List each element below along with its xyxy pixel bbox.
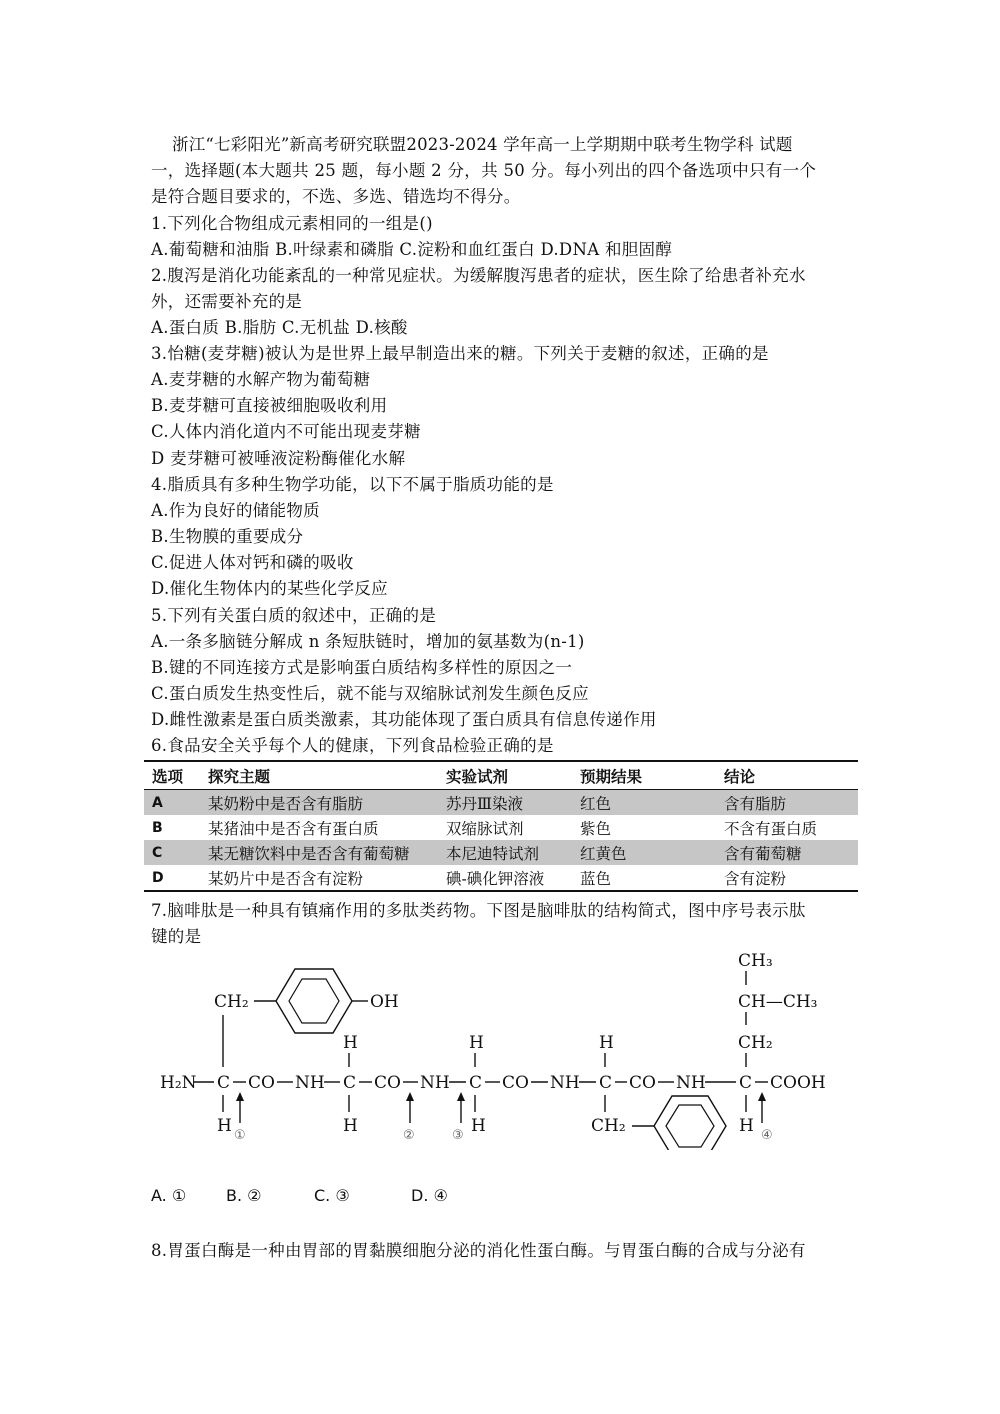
chain-cooh: COOH bbox=[770, 1073, 826, 1093]
table-header-cell: 实验试剂 bbox=[446, 766, 509, 786]
q6-stem: 6.食品安全关乎每个人的健康，下列食品检验正确的是 bbox=[151, 736, 554, 755]
marker-4: ④ bbox=[761, 1128, 773, 1143]
chain-c3: C bbox=[469, 1073, 483, 1093]
section-instructions-line1: 一，选择题(本大题共 25 题，每小题 2 分，共 50 分。每小列出的四个备选项中只有一个 bbox=[151, 161, 817, 180]
table-header-row bbox=[144, 761, 858, 790]
chain-co1: CO bbox=[248, 1073, 275, 1093]
tyr-ch2-label: CH₂ bbox=[214, 992, 249, 1012]
table-header-cell: 结论 bbox=[724, 766, 756, 786]
table-cell: 含有淀粉 bbox=[724, 869, 787, 888]
section-instructions-line2: 是符合题目要求的，不选、多选、错选均不得分。 bbox=[151, 187, 521, 206]
benzene-ring-inner bbox=[666, 1105, 714, 1147]
table-cell: D bbox=[152, 869, 164, 886]
chain-co3: CO bbox=[502, 1073, 529, 1093]
arrow-head bbox=[406, 1092, 414, 1101]
chain-c5: C bbox=[739, 1073, 753, 1093]
leu-h-bottom: H bbox=[739, 1116, 754, 1136]
table-cell: 碘-碘化钾溶液 bbox=[446, 869, 545, 888]
q5-stem: 5.下列有关蛋白质的叙述中，正确的是 bbox=[151, 606, 437, 625]
table-cell: 某无糖饮料中是否含有葡萄糖 bbox=[200, 840, 438, 865]
q7-option-b: B. ② bbox=[226, 1186, 262, 1205]
chain-nh3: NH bbox=[550, 1073, 580, 1093]
q2-stem-line2: 外，还需要补充的是 bbox=[151, 292, 303, 311]
marker-1: ① bbox=[234, 1128, 246, 1143]
table-row bbox=[144, 840, 858, 865]
table-cell: 不含有蛋白质 bbox=[724, 819, 818, 838]
table-header-cell: 预期结果 bbox=[580, 766, 643, 786]
leu-ch-label: CH—CH₃ bbox=[738, 992, 818, 1012]
table-row bbox=[144, 790, 858, 816]
q7-stem-line1: 7.脑啡肽是一种具有镇痛作用的多肽类药物。下图是脑啡肽的结构简式，图中序号表示肽 bbox=[151, 901, 806, 920]
chain-c4: C bbox=[599, 1073, 613, 1093]
chain-nh1: NH bbox=[295, 1073, 325, 1093]
benzene-ring bbox=[654, 1096, 726, 1150]
table-row bbox=[144, 865, 858, 891]
table-cell: 某猪油中是否含有蛋白质 bbox=[208, 819, 379, 838]
table-cell: C bbox=[144, 840, 200, 865]
q6-table bbox=[144, 760, 858, 892]
q1-stem: 1.下列化合物组成元素相同的一组是() bbox=[151, 214, 433, 233]
phe-ch2-label: CH₂ bbox=[591, 1116, 626, 1136]
tyr-h-bottom: H bbox=[217, 1116, 232, 1136]
q7-option-a: A. ① bbox=[151, 1186, 187, 1205]
table-cell: 蓝色 bbox=[580, 869, 612, 888]
table-row bbox=[144, 815, 858, 840]
table-cell: 含有葡萄糖 bbox=[716, 840, 858, 865]
gly2-h-top: H bbox=[469, 1033, 484, 1053]
q5-option-b: B.键的不同连接方式是影响蛋白质结构多样性的原因之一 bbox=[151, 658, 573, 677]
table-header-cell: 选项 bbox=[152, 766, 184, 786]
chain-nh4: NH bbox=[676, 1073, 706, 1093]
q3-option-d: D 麦芽糖可被唾液淀粉酶催化水解 bbox=[151, 449, 406, 468]
gly1-h-top: H bbox=[343, 1033, 358, 1053]
q8-stem: 8.胃蛋白酶是一种由胃部的胃黏膜细胞分泌的消化性蛋白酶。与胃蛋白酶的合成与分泌有 bbox=[151, 1241, 806, 1260]
chain-co4: CO bbox=[629, 1073, 656, 1093]
arrow-head bbox=[758, 1092, 766, 1101]
table-cell: B bbox=[152, 819, 163, 836]
q3-option-b: B.麦芽糖可直接被细胞吸收利用 bbox=[151, 396, 388, 415]
q3-option-c: C.人体内消化道内不可能出现麦芽糖 bbox=[151, 422, 421, 441]
tyr-oh-label: OH bbox=[370, 992, 399, 1012]
phe-h-top: H bbox=[599, 1033, 614, 1053]
q1-options: A.葡萄糖和油脂 B.叶绿素和磷脂 C.淀粉和血红蛋白 D.DNA 和胆固醇 bbox=[151, 240, 673, 259]
marker-3: ③ bbox=[452, 1128, 464, 1143]
q2-options: A.蛋白质 B.脂肪 C.无机盐 D.核酸 bbox=[151, 318, 408, 337]
chain-c1: C bbox=[217, 1073, 231, 1093]
leu-ch3-label: CH₃ bbox=[738, 951, 773, 971]
table-cell: A bbox=[144, 790, 200, 816]
q5-option-c: C.蛋白质发生热变性后，就不能与双缩脉试剂发生颜色反应 bbox=[151, 684, 589, 703]
table-cell: 本尼迪特试剂 bbox=[438, 840, 572, 865]
table-cell: 紫色 bbox=[580, 819, 612, 838]
exam-title: 浙江“七彩阳光”新高考研究联盟2023-2024 学年高一上学期期中联考生物学科 试题 bbox=[172, 135, 793, 154]
gly2-h-bottom: H bbox=[471, 1116, 486, 1136]
q4-option-b: B.生物膜的重要成分 bbox=[151, 527, 304, 546]
table-cell: 红黄色 bbox=[572, 840, 716, 865]
q4-option-c: C.促进人体对钙和磷的吸收 bbox=[151, 553, 354, 572]
table-cell: 双缩脉试剂 bbox=[446, 819, 524, 838]
table-cell: 苏丹Ⅲ染液 bbox=[438, 790, 572, 816]
q4-option-a: A.作为良好的储能物质 bbox=[151, 501, 320, 520]
arrow-head bbox=[236, 1092, 244, 1101]
table-cell: 某奶粉中是否含有脂肪 bbox=[200, 790, 438, 816]
q7-option-d: D. ④ bbox=[411, 1186, 448, 1205]
table-cell: 含有脂肪 bbox=[716, 790, 858, 816]
chain-nh2: NH bbox=[420, 1073, 450, 1093]
q7-stem-line2: 键的是 bbox=[151, 927, 202, 946]
arrow-head bbox=[457, 1092, 465, 1101]
q4-option-d: D.催化生物体内的某些化学反应 bbox=[151, 579, 388, 598]
table-cell: 红色 bbox=[572, 790, 716, 816]
q5-option-a: A.一条多脑链分解成 n 条短肤链时，增加的氨基数为(n-1) bbox=[151, 632, 585, 651]
q3-stem: 3.怡糖(麦芽糖)被认为是世界上最早制造出来的糖。下列关于麦糖的叙述，正确的是 bbox=[151, 344, 769, 363]
leu-ch2-label: CH₂ bbox=[738, 1033, 773, 1053]
enkephalin-structure-diagram bbox=[150, 945, 850, 1150]
q4-stem: 4.脂质具有多种生物学功能，以下不属于脂质功能的是 bbox=[151, 475, 554, 494]
q2-stem-line1: 2.腹泻是消化功能紊乱的一种常见症状。为缓解腹泻患者的症状，医生除了给患者补充水 bbox=[151, 266, 806, 285]
chain-c2: C bbox=[343, 1073, 357, 1093]
q3-option-a: A.麦芽糖的水解产物为葡萄糖 bbox=[151, 370, 371, 389]
chain-co2: CO bbox=[374, 1073, 401, 1093]
q7-option-c: C. ③ bbox=[314, 1186, 350, 1205]
marker-2: ② bbox=[403, 1128, 415, 1143]
table-cell: 某奶片中是否含有淀粉 bbox=[208, 869, 364, 888]
table-header-cell: 探究主题 bbox=[208, 766, 271, 786]
gly1-h-bottom: H bbox=[343, 1116, 358, 1136]
benzene-ring-inner bbox=[289, 979, 339, 1023]
q5-option-d: D.雌性激素是蛋白质类激素，其功能体现了蛋白质具有信息传递作用 bbox=[151, 710, 657, 729]
chain-h2n: H₂N bbox=[160, 1073, 197, 1093]
